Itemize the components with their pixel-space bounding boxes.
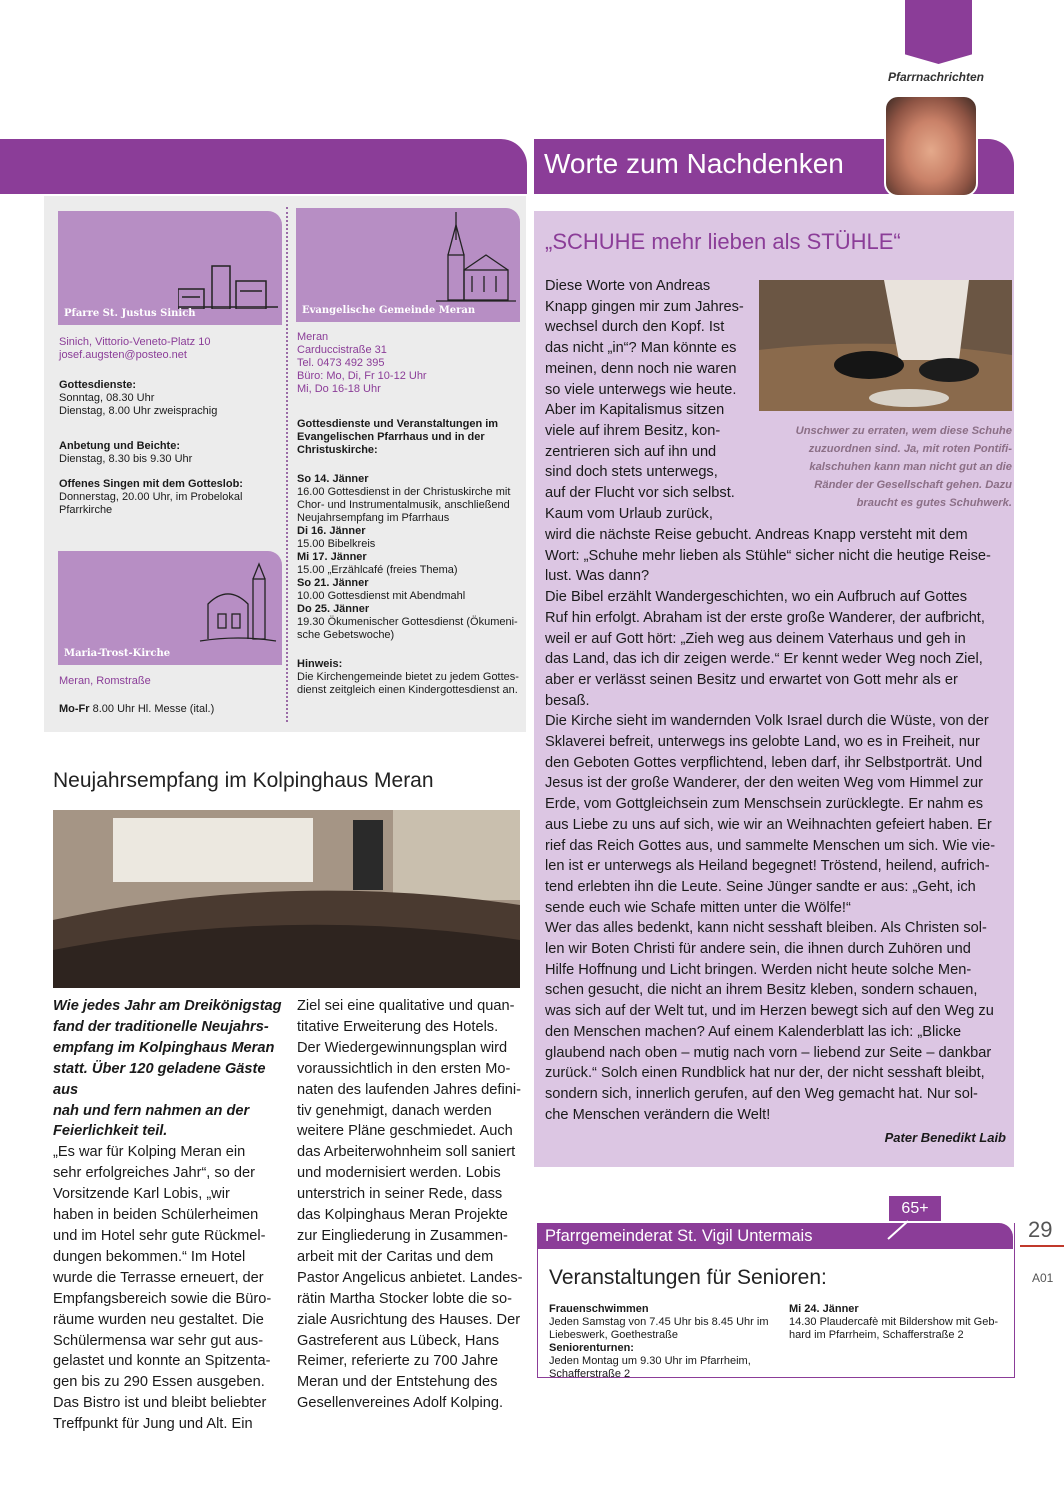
column-divider — [286, 207, 288, 722]
shoes-photo — [759, 280, 1012, 411]
sinich-schedule: Gottesdienste: Sonntag, 08.30 Uhr Dienstag, 8.00 Uhr zweisprachig Anbetung und Beichte: Dienstag, 8.30 bis 9.30 Uhr Offenes Singen mit dem Gotteslob: Donnerstag, 20.00 Uhr, im Probelokal Pfarrkirche — [59, 379, 243, 516]
neujahr-col-2: Ziel sei eine qualitative und quan- titative Erweiterung des Hotels. Der Wiedergewinnungsplan wird voraussichtlich in den ersten Mo- naten des laufenden Jahres defini- tiv genehmigt, danach werden weitere Pläne geschmiedet. Auch das Arbeiterwohnheim soll saniert und modernisiert werden. Lobis unterstrich in seiner Rede, dass das Kolpinghaus Meran Projekte zur Eingliederung in Zusammen- arbeit mit der Caritas und dem Pastor Angelicus anbietet. Landes- rätin Martha Stocker lobte die so- ziale Ausrichtung des Hauses. Der Gastreferent aus Lübeck, Hans Reimer, referierte zu 700 Jahre Meran und der Entstehung des Gesellenvereines Adolf Kolping. — [297, 998, 523, 1412]
church-sketch-icon — [198, 559, 278, 644]
evangelisch-address: Meran Carduccistraße 31 Tel. 0473 492 395 Büro: Mo, Di, Fr 10-12 Uhr Mi, Do 16-18 Uhr — [297, 331, 427, 395]
left-header-bar — [0, 139, 527, 194]
maria-address: Meran, Romstraße — [59, 675, 151, 687]
church-card-maria-trost — [58, 551, 282, 665]
event-hall-photo — [53, 810, 520, 988]
church-sketch-icon — [436, 210, 516, 305]
neujahr-lead: Wie jedes Jahr am Dreikönigstag fand der traditionelle Neujahrs- empfang im Kolpinghaus Meran statt. Über 120 geladene Gäste aus nah und fern nahmen an der Feierlichkeit teil. — [53, 998, 282, 1140]
senioren-title: Veranstaltungen für Senioren: — [549, 1266, 827, 1289]
church-sketch-icon — [178, 241, 278, 309]
audience-illustration — [53, 810, 520, 988]
page-code: A01 — [1032, 1271, 1054, 1285]
church-name: Evangelische Gemeinde Meran — [302, 305, 476, 316]
church-card-sinich — [58, 211, 282, 325]
senioren-bar-label: Pfarrgemeinderat St. Vigil Untermais — [545, 1227, 813, 1245]
church-card-evangelisch — [296, 208, 520, 322]
photo-caption: Unschwer zu erraten, wem diese Schuhe zuzuordnen sind. Ja, mit roten Pontifi- kalschuhen kann man nicht gut an die Ränder der Gesellschaft gehen. Dazu braucht es gutes Schuhwerk. — [795, 425, 1012, 509]
article-author: Pater Benedikt Laib — [884, 1130, 1006, 1145]
badge-pointer-icon — [884, 1219, 914, 1241]
neujahr-title: Neujahrsempfang im Kolpinghaus Meran — [53, 769, 434, 792]
page-number-rule — [1020, 1245, 1064, 1247]
senioren-left-events: Frauenschwimmen Jeden Samstag von 7.45 Uhr bis 8.45 Uhr im Liebeswerk, Goethestraße Seniorenturnen: Jeden Montag um 9.30 Uhr im Pfarrheim, Schafferstraße 2 — [549, 1303, 769, 1380]
evangelisch-events: Gottesdienste und Veranstaltungen im Evangelischen Pfarrhaus und in der Christuskirche: So 14. Jänner 16.00 Gottesdienst in der Christuskirche mit Chor- und Instrumentalmusik, anschließend Neujahrsempfang im Pfarrhaus Di 16. Jänner 15.00 Bibelkreis Mi 17. Jänner 15.00 „Erzählcafé (freies Thema) So 21. Jänner 10.00 Gottesdienst mit Abendmahl Do 25. Jänner 19.30 Ökumenischer Gottesdienst (Ökumeni- sche Gebetswoche) Hinweis: Die Kirchengemeinde bietet zu jedem Gottes- dienst zeitgleich einen Kindergottesdienst an. — [297, 418, 519, 696]
neujahr-col-1: Wie jedes Jahr am Dreikönigstag fand der traditionelle Neujahrs- empfang im Kolpinghaus Meran statt. Über 120 geladene Gäste aus nah und fern nahmen an der Feierlichkeit teil. „Es war für Kolping Meran ein sehr erfolgreiches Jahr“, so der Vorsitzende Karl Lobis, „wir haben in beiden Schülerheimen und im Hotel sehr gute Rückmel- dungen bekommen.“ Im Hotel wurde die Terrasse erneuert, der Empfangsbereich sowie die Büro- räume wurden neu gestaltet. Die Schülermensa war sehr gut aus- gelastet und konnte an Spitzenta- gen bis zu 290 Essen ausgeben. Das Bistro ist und bleibt beliebter Treffpunkt für Jung und Alt. Ein — [53, 996, 288, 1435]
article-title: „SCHUHE mehr lieben als STÜHLE“ — [545, 229, 901, 254]
maria-schedule: Mo-Fr 8.00 Uhr Hl. Messe (ital.) — [59, 703, 215, 715]
section-label: Pfarrnachrichten — [887, 70, 984, 84]
senioren-right-events: Mi 24. Jänner 14.30 Plaudercafè mit Bildershow mit Geb- hard im Pfarrheim, Schafferstraße 2 — [789, 1303, 999, 1341]
author-portrait — [884, 95, 978, 197]
church-name: Pfarre St. Justus Sinich — [64, 308, 196, 319]
intro-text: Diese Worte von Andreas Knapp gingen mir zum Jahres- wechsel durch den Kopf. Ist das nicht „in“? Man könnte es meinen, denn noch nie waren so viele unterwegs wie heute. Aber im Kapitalismus sitzen viele auf ihrem Besitz, kon- zentrieren sich auf ihn und sind doch stets unterwegs, auf der Flucht vor sich selbst. Kaum vom Urlaub zurück, — [545, 278, 744, 522]
article-body: wird die nächste Reise gebucht. Andreas Knapp versteht mit dem Wort: „Schuhe mehr lieben als Stühle“ sicher nicht die heutige Reise- lust. Was dann? Die Bibel erzählt Wandergeschichten, wo ein Aufbruch auf Gottes Ruf hin erfolgt. Abraham ist der erste große Wanderer, der aufbricht, weil er auf Gott hört: „Zieh weg aus deinem Vaterhaus und geh in das Land, das ich dir zeigen werde.“ Er kennt weder Weg noch Ziel, aber er verlässt seinen Besitz und erwartet von Gott mehr als er besaß. Die Kirche sieht im wandernden Volk Israel durch die Wüste, von der Sklaverei befreit, unterwegs ins gelobte Land, wo es in Freiheit, nur den Geboten Gottes verpflichtend, leben darf, ihr Selbstporträt. Und Jesus ist der große Wanderer, der den weiten Weg vom Himmel zur Erde, vom Gottgleichsein zum Menschsein zurücklegte. Er nahm es aus Liebe zu uns auf sich, wie wir an Weihnachten gefeiert haben. Er rief das Reich Gottes aus, und sammelte Menschen um sich. Wie vie- len ist er unterwegs als Heiland begegnet! Tröstend, heilend, aufrich- tend erlebten ihn die Leute. Seine Jünger sandte er aus: „Geht, ich sende euch wie Schafe mitten unter die Wölfe!“ Wer das alles bedenkt, kann nicht sesshaft bleiben. Als Christen sol- len wir Boten Christi für andere sein, die ihnen durch Zuhören und Hilfe Hoffnung und Licht bringen. Werden nicht heute solche Men- schen gesucht, die nicht an ihrem Besitz kleben, sondern schauen, was sich auf der Welt tut, und im Herzen bewegt sich auf den Weg zu den Menschen machen? Auf einem Kalenderblatt las ich: „Blicke glaubend nach oben – mutig nach vorn – liebend zur Seite – dankbar zurück.“ Solch einen Rundblick hat nur der, der nicht sesshaft bleibt, sondern sich, innerlich gerufen, auf den Weg gemacht hat. Nur sol- che Menschen verändern die Welt! — [545, 527, 996, 1123]
page-number: 29 — [1028, 1217, 1053, 1242]
sinich-address: Sinich, Vittorio-Veneto-Platz 10 josef.augsten@posteo.net — [59, 336, 211, 361]
worte-section-title: Worte zum Nachdenken — [544, 148, 844, 179]
shoes-illustration — [759, 280, 1012, 411]
church-name: Maria-Trost-Kirche — [64, 648, 171, 659]
section-tab — [905, 0, 972, 64]
age-badge: 65+ — [889, 1196, 941, 1221]
